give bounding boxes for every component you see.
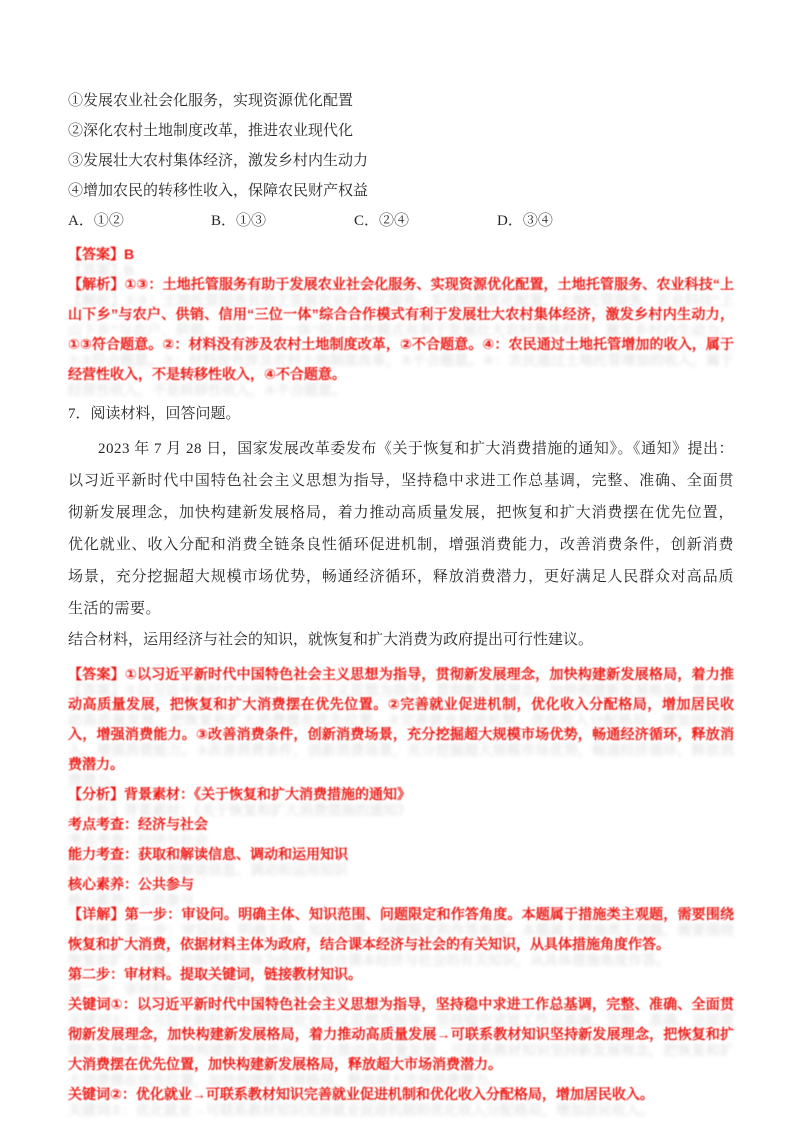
- q7-detail-keyword2: 关键词②：优化就业→可联系教材知识完善就业促进机制和优化收入分配格局，增加居民收入。: [68, 1086, 654, 1102]
- q7-analysis-item-core-literacy: 核心素养：公共参与: [68, 876, 194, 892]
- q6-choice-row: [68, 206, 734, 236]
- q7-task: 结合材料，运用经济与社会的知识，就恢复和扩大消费为政府提出可行性建议。: [68, 632, 594, 648]
- q6-options: [68, 86, 734, 206]
- q7-material: 2023 年 7 月 28 日，国家发展改革委发布《关于恢复和扩大消费措施的通知》。《通知》提出：以习近平新时代中国特色社会主义思想为指导，坚持稳中求进工作总基调，完整、准确、全面贯彻新发展理念，加快构建新发展格局，着力推动高质量发展，把恢复和扩大消费摆在优先位置，优化就业、收入分配和消费全链条良性循环促进机制，增强消费能力，改善消费条件，创新消费场景，充分挖掘超大规模市场优势，畅通经济循环，释放消费潜力，更好满足人民群众对高品质生活的需要。: [68, 441, 734, 617]
- q7-detail-step2: 第二步：审材料。提取关键词，链接教材知识。: [68, 966, 362, 982]
- q7-detail-keyword1: 关键词①：以习近平新时代中国特色社会主义思想为指导，坚持稳中求进工作总基调，完整、准确、全面贯彻新发展理念，加快构建新发展格局，着力推动高质量发展→可联系教材知识坚持新发展理念，把恢复和扩大消费摆在优先位置，加快构建新发展格局，释放超大市场消费潜力。: [68, 996, 734, 1072]
- q7-answer-block: [68, 659, 734, 1109]
- q6-choice-a: A．①②: [68, 213, 124, 229]
- q6-option-2: ②深化农村土地制度改革，推进农业现代化: [68, 123, 354, 139]
- q7-analysis-header: 【分析】背景素材：《关于恢复和扩大消费措施的通知》: [68, 786, 411, 802]
- q7-stem: 7．阅读材料，回答问题。: [68, 406, 241, 422]
- q6-answer-block: [68, 239, 734, 389]
- q6-answer: 【答案】B: [68, 246, 135, 262]
- q6-option-4: ④增加农民的转移性收入，保障农民财产权益: [68, 183, 369, 199]
- q6-option-3: ③发展壮大农村集体经济，激发乡村内生动力: [68, 153, 369, 169]
- q7-analysis-item-ability: 能力考查：获取和解读信息、调动和运用知识: [68, 846, 348, 862]
- q7-analysis-item-exam-points: 考点考查：经济与社会: [68, 816, 208, 832]
- q7-answer: 【答案】①以习近平新时代中国特色社会主义思想为指导，贯彻新发展理念，加快构建新发展格局，着力推动高质量发展，把恢复和扩大消费摆在优先位置。②完善就业促进机制，优化收入分配格局，增加居民收入，增强消费能力。③改善消费条件，创新消费场景，充分挖掘超大规模市场优势，畅通经济循环，释放消费潜力。: [68, 666, 734, 772]
- q6-choice-b: B．①③: [211, 213, 267, 229]
- q6-analysis: 【解析】①③：土地托管服务有助于发展农业社会化服务、实现资源优化配置，土地托管服务、农业科技“上山下乡”与农户、供销、信用“三位一体”综合合作模式有利于发展壮大农村集体经济，激发乡村内生动力，①③符合题意。②：材料没有涉及农村土地制度改革，②不合题意。④：农民通过土地托管增加的收入，属于经营性收入，不是转移性收入，④不合题意。: [68, 276, 734, 382]
- q6-option-1: ①发展农业社会化服务，实现资源优化配置: [68, 93, 354, 109]
- q7-detail-step1: 【详解】第一步：审设问。明确主体、知识范围、问题限定和作答角度。本题属于措施类主观题，需要围绕恢复和扩大消费，依据材料主体为政府，结合课本经济与社会的有关知识，从具体措施角度作答。: [68, 906, 734, 952]
- q6-choice-d: D．③④: [497, 213, 553, 229]
- q6-choice-c: C．②④: [354, 213, 410, 229]
